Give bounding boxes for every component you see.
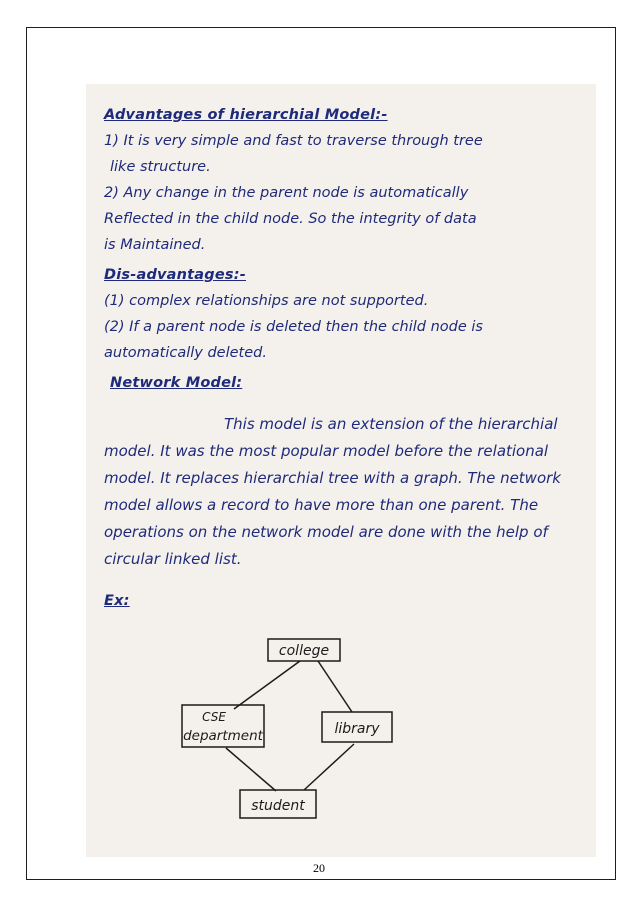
edge-library-student [304, 744, 354, 790]
page-number: 20 [313, 861, 325, 875]
label-department: department [183, 728, 263, 744]
label-student: student [251, 798, 305, 814]
advantages-title: Advantages of hierarchial Model:- [104, 107, 388, 123]
label-college: college [278, 643, 330, 659]
disadvantage-line: automatically deleted. [104, 345, 267, 361]
edge-college-cse [234, 661, 300, 709]
advantage-line: Reflected in the child node. So the integrity of data [104, 211, 477, 227]
disadvantages-title: Dis-advantages:- [104, 267, 246, 283]
advantage-line: like structure. [110, 159, 211, 175]
label-library: library [334, 721, 380, 737]
label-cse: CSE [202, 710, 226, 724]
edge-college-library [318, 661, 352, 712]
network-title: Network Model: [110, 375, 243, 391]
network-text: This model is an extension of the hierarchial model. It was the most popular model before the relational model. It replaces hierarchial tree with a graph. The network model allows a record to have more than one parent. The operations on the network model are done with the help of circular linked list. [104, 415, 561, 568]
advantage-line: 1) It is very simple and fast to traverse through tree [104, 133, 483, 149]
notebook-page [86, 84, 596, 857]
example-label: Ex: [104, 593, 130, 609]
advantage-line: 2) Any change in the parent node is automatically [104, 185, 469, 201]
disadvantage-line: (2) If a parent node is deleted then the child node is [104, 319, 483, 335]
advantage-line: is Maintained. [104, 237, 206, 253]
edge-cse-student [226, 748, 276, 791]
disadvantage-line: (1) complex relationships are not supported. [104, 293, 429, 309]
network-diagram [86, 84, 596, 857]
